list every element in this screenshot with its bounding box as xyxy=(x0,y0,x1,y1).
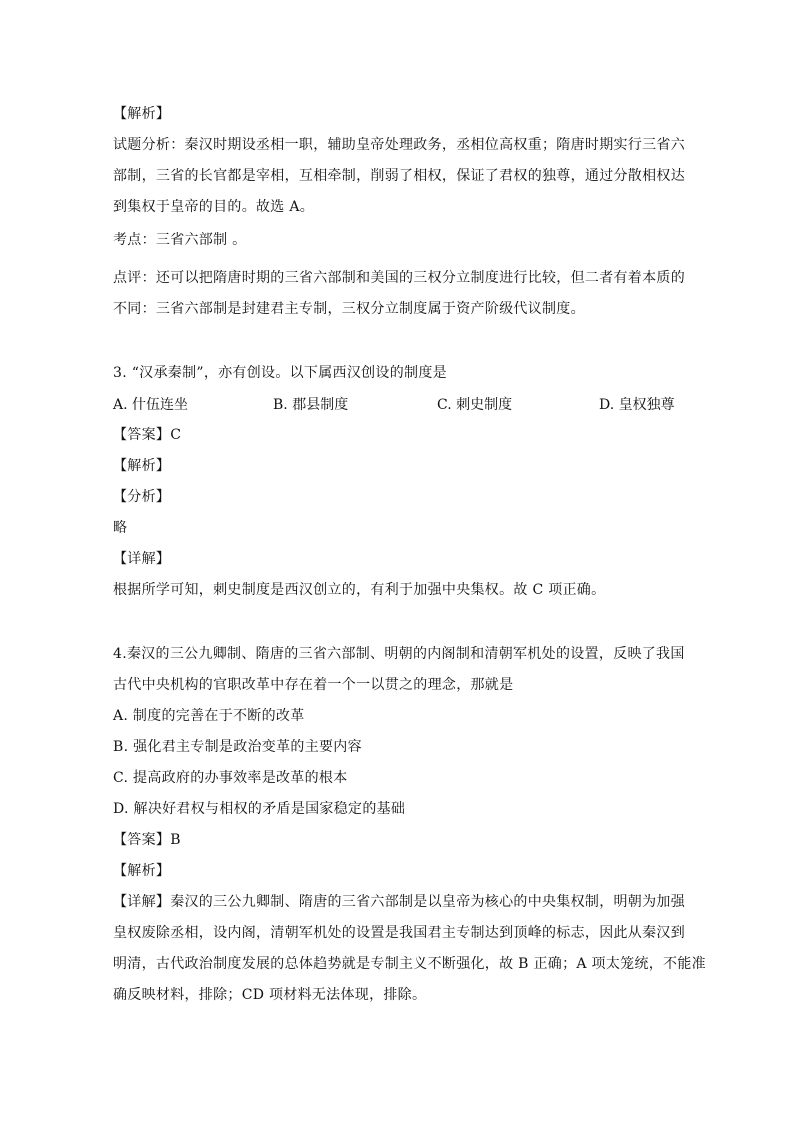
q4-stem-line-1: 4.秦汉的三公九卿制、隋唐的三省六部制、明朝的内阁制和清朝军机处的设置，反映了我国 xyxy=(113,646,685,662)
q4-answer: 【答案】B xyxy=(113,832,181,848)
dianping-line-1: 点评：还可以把隋唐时期的三省六部制和美国的三权分立制度进行比较，但二者有着本质的 xyxy=(113,270,685,286)
q4-xiangjie-line-1: 【详解】秦汉的三公九卿制、隋唐的三省六部制是以皇帝为核心的中央集权制，明朝为加强 xyxy=(113,894,685,910)
q4-analysis-label: 【解析】 xyxy=(113,863,171,879)
q4-stem-line-2: 古代中央机构的官职改革中存在着一个一以贯之的理念，那就是 xyxy=(113,677,514,693)
q4-xiangjie-line-3: 明清，古代政治制度发展的总体趋势就是专制主义不断强化，故 B 正确；A 项太笼统，不能准 xyxy=(113,956,706,972)
q3-xiangjie-label: 【详解】 xyxy=(113,551,171,567)
analysis-label: 【解析】 xyxy=(113,106,171,122)
dianping-line-2: 不同：三省六部制是封建君主专制，三权分立制度属于资产阶级代议制度。 xyxy=(113,301,585,317)
q4-xiangjie-line-4: 确反映材料，排除；CD 项材料无法体现，排除。 xyxy=(113,987,427,1003)
analysis-line-3: 到集权于皇帝的目的。故选 A。 xyxy=(113,199,315,215)
q4-option-c: C. 提高政府的办事效率是改革的根本 xyxy=(113,770,348,786)
q3-stem: 3. “汉承秦制”，亦有创设。以下属西汉创设的制度是 xyxy=(113,365,447,381)
q4-option-b: B. 强化君主专制是政治变革的主要内容 xyxy=(113,739,362,755)
q3-option-a: A. 什伍连坐 xyxy=(113,397,189,413)
q3-analysis-label: 【解析】 xyxy=(113,458,171,474)
q4-option-d: D. 解决好君权与相权的矛盾是国家稳定的基础 xyxy=(113,801,406,817)
q3-option-d: D. 皇权独尊 xyxy=(599,397,675,413)
q3-option-c: C. 刺史制度 xyxy=(437,397,513,413)
q4-xiangjie-line-2: 皇权废除丞相，设内阁，清朝军机处的设置是我国君主专制达到顶峰的标志，因此从秦汉到 xyxy=(113,925,685,941)
q4-option-a: A. 制度的完善在于不断的改革 xyxy=(113,708,305,724)
analysis-line-2: 部制，三省的长官都是宰相，互相牵制，削弱了相权，保证了君权的独尊，通过分散相权达 xyxy=(113,168,685,184)
q3-option-b: B. 郡县制度 xyxy=(273,397,349,413)
q3-fenxi-label: 【分析】 xyxy=(113,489,171,505)
q3-answer: 【答案】C xyxy=(113,427,182,443)
kaodian-line: 考点：三省六部制 。 xyxy=(113,232,247,248)
q3-fenxi-text: 略 xyxy=(113,520,128,536)
q3-xiangjie-text: 根据所学可知，刺史制度是西汉创立的，有利于加强中央集权。故 C 项正确。 xyxy=(113,582,606,598)
analysis-line-1: 试题分析：秦汉时期设丞相一职，辅助皇帝处理政务，丞相位高权重；隋唐时期实行三省六 xyxy=(113,137,685,153)
